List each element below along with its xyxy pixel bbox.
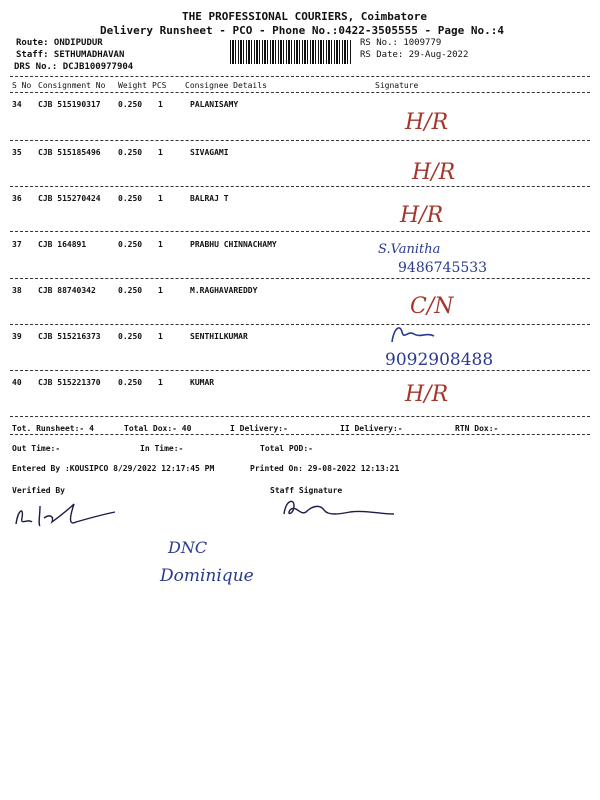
out-time: Out Time:-: [12, 444, 61, 453]
col-weight: Weight: [118, 81, 147, 90]
row-weight: 0.250: [118, 286, 143, 295]
staff-signature: [280, 494, 400, 526]
row-consignee: PRABHU CHINNACHAMY: [190, 240, 277, 249]
total-pod: Total POD:-: [260, 444, 313, 453]
row-pcs: 1: [158, 100, 163, 109]
signature-mark: H/R: [412, 160, 456, 185]
row-weight: 0.250: [118, 332, 143, 341]
col-consignment: Consignment No: [38, 81, 106, 90]
row-consignment: CJB 515221370: [38, 378, 101, 387]
barcode: [230, 40, 352, 64]
signature-name: S.Vanitha: [378, 242, 441, 257]
divider: [10, 92, 590, 93]
verified-by-label: Verified By: [12, 486, 65, 495]
row-sno: 35: [12, 148, 22, 157]
rs-date: RS Date: 29-Aug-2022: [360, 50, 469, 60]
divider: [10, 140, 590, 141]
row-consignee: M.RAGHAVAREDDY: [190, 286, 258, 295]
row-pcs: 1: [158, 378, 163, 387]
printed-on: Printed On: 29-08-2022 12:13:21: [250, 464, 400, 473]
divider: [10, 231, 590, 232]
row-consignment: CJB 164891: [38, 240, 87, 249]
staff-label: Staff: SETHUMADHAVAN: [16, 50, 125, 60]
divider: [10, 186, 590, 187]
divider: [10, 416, 590, 417]
row-consignment: CJB 515270424: [38, 194, 101, 203]
row-consignee: SENTHILKUMAR: [190, 332, 248, 341]
verifier-signature: [10, 496, 120, 536]
row-weight: 0.250: [118, 194, 143, 203]
row-consignment: CJB 515190317: [38, 100, 101, 109]
runsheet-subtitle: Delivery Runsheet - PCO - Phone No.:0422-3505555 - Page No.:4: [100, 24, 504, 37]
signature-scribble: [388, 322, 438, 346]
divider: [10, 76, 590, 77]
staff-signature-label: Staff Signature: [270, 486, 343, 495]
row-weight: 0.250: [118, 240, 143, 249]
row-sno: 39: [12, 332, 22, 341]
divider: [10, 324, 590, 325]
rtn-dox: RTN Dox:-: [455, 424, 499, 433]
in-time: In Time:-: [140, 444, 184, 453]
row-consignment: CJB 515216373: [38, 332, 101, 341]
signature-mark: C/N: [410, 294, 454, 319]
route-label: Route: ONDIPUDUR: [16, 38, 103, 48]
handwritten-name: Dominique: [160, 566, 254, 586]
row-sno: 38: [12, 286, 22, 295]
row-sno: 40: [12, 378, 22, 387]
signature-phone: 9486745533: [398, 260, 488, 276]
signature-mark: H/R: [400, 203, 444, 228]
row-sno: 37: [12, 240, 22, 249]
total-dox: Total Dox:- 40: [124, 424, 192, 433]
handwritten-dnc: DNC: [168, 538, 208, 557]
signature-mark: H/R: [405, 382, 449, 407]
col-pcs: PCS: [152, 81, 167, 90]
row-consignment: CJB 88740342: [38, 286, 96, 295]
row-consignee: BALRAJ T: [190, 194, 229, 203]
row-pcs: 1: [158, 332, 163, 341]
signature-mark: H/R: [405, 110, 449, 135]
signature-phone: 9092908488: [385, 350, 494, 370]
row-consignee: KUMAR: [190, 378, 215, 387]
row-consignment: CJB 515185496: [38, 148, 101, 157]
company-title: THE PROFESSIONAL COURIERS, Coimbatore: [182, 10, 428, 23]
ii-delivery: II Delivery:-: [340, 424, 403, 433]
row-pcs: 1: [158, 240, 163, 249]
col-signature: Signature: [375, 81, 419, 90]
tot-runsheet: Tot. Runsheet:- 4: [12, 424, 94, 433]
divider: [10, 370, 590, 371]
row-pcs: 1: [158, 194, 163, 203]
row-weight: 0.250: [118, 100, 143, 109]
i-delivery: I Delivery:-: [230, 424, 288, 433]
row-pcs: 1: [158, 286, 163, 295]
divider: [10, 434, 590, 435]
entered-by: Entered By :KOUSIPCO 8/29/2022 12:17:45 PM: [12, 464, 215, 473]
row-pcs: 1: [158, 148, 163, 157]
row-sno: 36: [12, 194, 22, 203]
col-sno: S No: [12, 81, 32, 90]
row-weight: 0.250: [118, 148, 143, 157]
row-weight: 0.250: [118, 378, 143, 387]
row-consignee: SIVAGAMI: [190, 148, 229, 157]
col-consignee: Consignee Details: [185, 81, 267, 90]
drs-number: DRS No.: DCJB100977904: [14, 62, 134, 72]
divider: [10, 278, 590, 279]
row-consignee: PALANISAMY: [190, 100, 239, 109]
row-sno: 34: [12, 100, 22, 109]
rs-number: RS No.: 1009779: [360, 38, 442, 48]
